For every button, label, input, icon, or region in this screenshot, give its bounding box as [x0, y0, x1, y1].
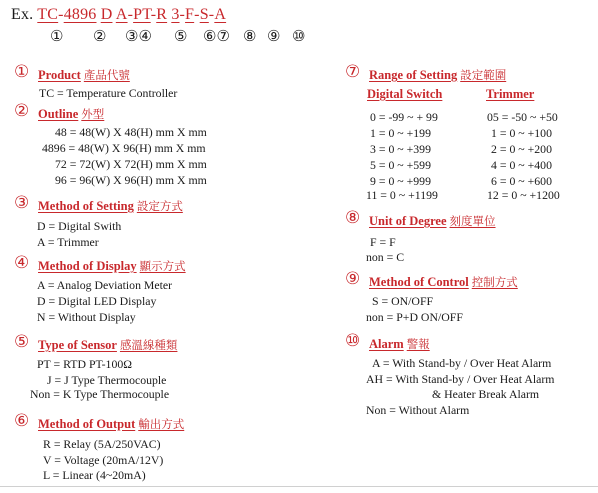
code-number: ⑥⑦ — [203, 29, 230, 45]
section-number: ④ — [14, 253, 30, 272]
section-label: Product — [38, 68, 81, 82]
section-number: ① — [14, 62, 30, 81]
outline-line: 96 = 96(W) X 96(H) mm X mm — [55, 173, 207, 187]
model-code-numbers — [50, 27, 350, 45]
model-code-segment: D — [100, 6, 113, 23]
display-line: A = Analog Deviation Meter — [37, 278, 173, 292]
digital-range-row: 0 = -99 ~ + 99 — [370, 110, 438, 124]
digital-range-row: 3 = 0 ~ +399 — [370, 142, 431, 156]
model-code-separator: - — [179, 6, 186, 23]
model-code-separator: - — [194, 6, 200, 23]
section-label: Method of Control — [369, 275, 469, 289]
model-code-header — [11, 6, 226, 24]
degree-line: F = F — [370, 235, 396, 249]
section-label: Unit of Degree — [369, 214, 447, 228]
section-number: ⑧ — [345, 208, 361, 227]
model-code-segment: A — [115, 6, 128, 23]
output-line: R = Relay (5A/250VAC) — [43, 437, 161, 451]
section-label: Alarm — [369, 337, 404, 351]
output-line: V = Voltage (20mA/12V) — [43, 453, 164, 467]
setting-line: D = Digital Swith — [37, 219, 122, 233]
trimmer-range-row: 12 = 0 ~ +1200 — [487, 188, 560, 202]
output-line: L = Linear (4~20mA) — [43, 468, 146, 482]
model-code-segment: 3 — [171, 6, 180, 23]
bottom-divider — [0, 486, 598, 487]
model-code-separator: - — [208, 6, 215, 23]
code-number: ③④ — [125, 29, 152, 45]
section-label: Method of Display — [38, 259, 137, 273]
control-line: S = ON/OFF — [372, 294, 434, 308]
alarm-line: & Heater Break Alarm — [432, 387, 540, 401]
control-line: non = P+D ON/OFF — [366, 310, 463, 324]
sensor-line: PT = RTD PT-100Ω — [37, 357, 133, 371]
section-label-zh: 控制方式 — [471, 275, 518, 289]
trimmer-range-row: 4 = 0 ~ +400 — [491, 158, 552, 172]
code-number: ① — [50, 29, 64, 45]
section-number: ⑩ — [345, 331, 361, 350]
section-number: ③ — [14, 193, 30, 212]
model-code-segment: 4896 — [63, 6, 97, 23]
section-label-zh: 設定範圍 — [460, 68, 507, 82]
degree-line: non = C — [366, 250, 405, 264]
model-code-segment: TC — [37, 6, 59, 23]
model-code-separator: - — [127, 6, 134, 23]
model-code-segment: A — [214, 6, 227, 23]
section-number: ⑦ — [345, 62, 361, 81]
product-line: TC = Temperature Controller — [39, 86, 178, 100]
trimmer-range-row: 05 = -50 ~ +50 — [487, 110, 558, 124]
model-code-segment: PT — [133, 6, 151, 23]
code-number: ⑩ — [292, 29, 306, 45]
code-number: ⑨ — [267, 29, 281, 45]
section-label-zh: 警報 — [406, 337, 430, 351]
section-label-zh: 設定方式 — [136, 199, 183, 213]
section-label-zh: 輸出方式 — [138, 417, 185, 431]
digital-switch-header: Digital Switch — [367, 87, 443, 101]
section-label: Method of Output — [38, 417, 136, 431]
section-label: Outline — [38, 107, 79, 121]
section-label: Method of Setting — [38, 199, 134, 213]
model-code-segment: F — [185, 6, 195, 23]
section-label-zh: 產品代號 — [83, 68, 130, 82]
alarm-line: A = With Stand-by / Over Heat Alarm — [372, 356, 552, 370]
section-label: Range of Setting — [369, 68, 458, 82]
trimmer-range-row: 2 = 0 ~ +200 — [491, 142, 552, 156]
section-number: ⑥ — [14, 411, 30, 430]
trimmer-range-row: 6 = 0 ~ +600 — [491, 174, 552, 188]
section-label-zh: 感溫線種類 — [119, 338, 178, 352]
trimmer-range-row: 1 = 0 ~ +100 — [491, 126, 552, 140]
display-line: D = Digital LED Display — [37, 294, 157, 308]
section-label-zh: 顯示方式 — [139, 259, 186, 273]
section-label: Type of Sensor — [38, 338, 117, 352]
outline-line: 4896 = 48(W) X 96(H) mm X mm — [42, 141, 206, 155]
code-number: ⑧ — [243, 29, 257, 45]
code-number: ② — [93, 29, 107, 45]
digital-range-row: 9 = 0 ~ +999 — [370, 174, 431, 188]
outline-line: 48 = 48(W) X 48(H) mm X mm — [55, 125, 207, 139]
outline-line: 72 = 72(W) X 72(H) mm X mm — [55, 157, 207, 171]
section-number: ⑤ — [14, 332, 30, 351]
section-number: ⑨ — [345, 269, 361, 288]
alarm-line: Non = Without Alarm — [366, 403, 470, 417]
model-code-separator: - — [58, 6, 64, 23]
sensor-line: Non = K Type Thermocouple — [30, 387, 170, 401]
setting-line: A = Trimmer — [37, 235, 99, 249]
model-code-separator: - — [150, 6, 157, 23]
model-code-segment: S — [199, 6, 209, 23]
model-code-segment: R — [156, 6, 168, 23]
alarm-line: AH = With Stand-by / Over Heat Alarm — [366, 372, 555, 386]
code-number: ⑤ — [174, 29, 188, 45]
trimmer-header: Trimmer — [486, 87, 535, 101]
section-label-zh: 刻度單位 — [449, 214, 496, 228]
model-code-prefix: Ex. — [11, 6, 34, 23]
digital-range-row: 11 = 0 ~ +1199 — [366, 188, 438, 202]
model-code-segments — [37, 6, 226, 23]
sensor-line: J = J Type Thermocouple — [47, 373, 167, 387]
section-number: ② — [14, 101, 30, 120]
digital-range-row: 5 = 0 ~ +599 — [370, 158, 431, 172]
section-label-zh: 外型 — [81, 107, 105, 121]
digital-range-row: 1 = 0 ~ +199 — [370, 126, 431, 140]
display-line: N = Without Display — [37, 310, 136, 324]
